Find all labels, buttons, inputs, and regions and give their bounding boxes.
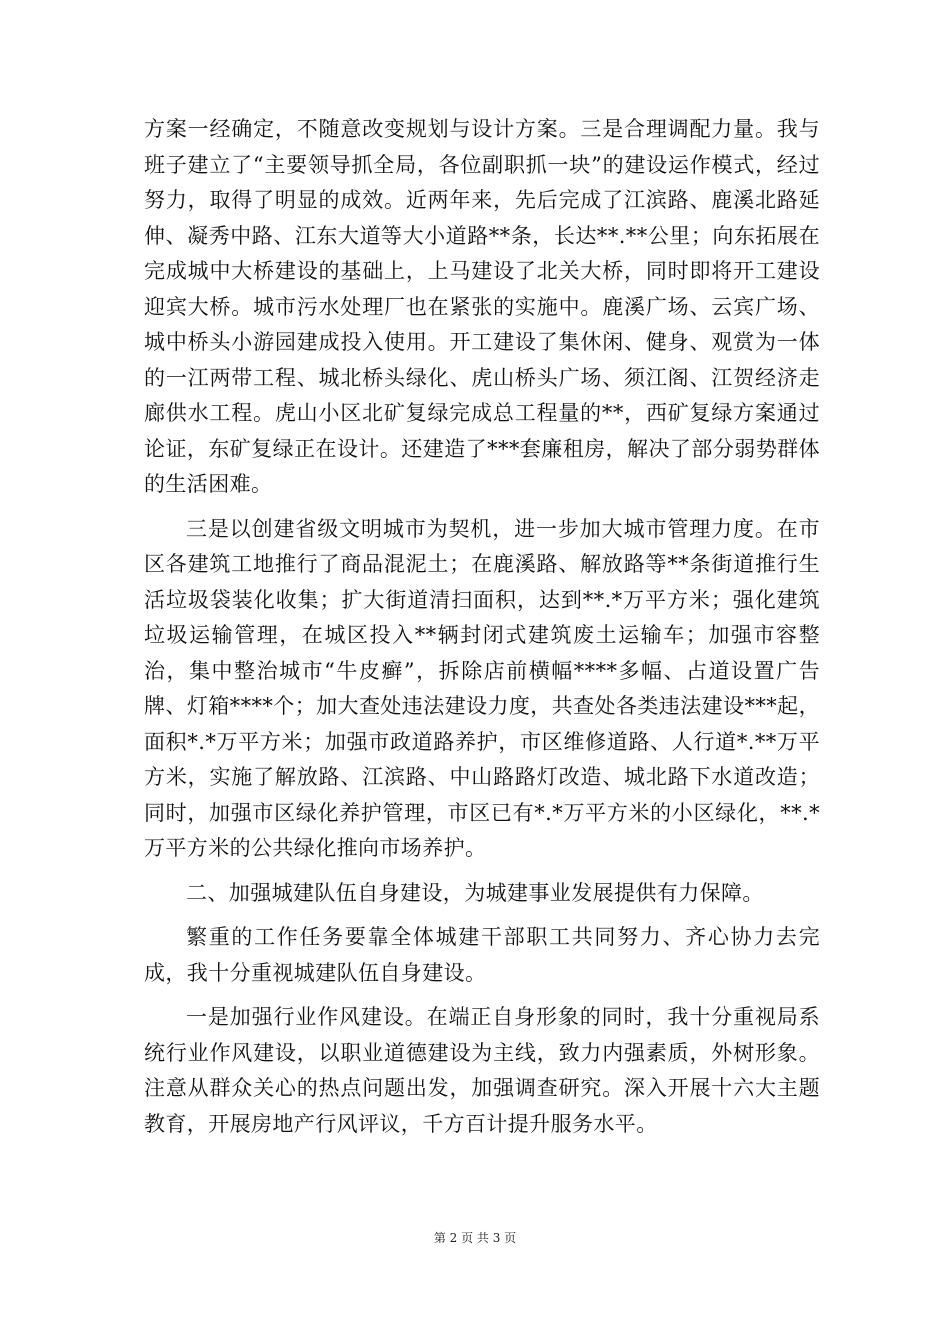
page-number-footer: 第 2 页 共 3 页 (433, 1231, 517, 1245)
section-heading: 二、加强城建队伍自身建设，为城建事业发展提供有力保障。 (186, 880, 764, 905)
document-body (144, 112, 820, 1142)
paragraph-4: 一是加强行业作风建设。在端正自身形象的同时，我十分重视局系统行业作风建设，以职业道德建设为主线，致力内强素质，外树形象。注意从群众关心的热点问题出发，加强调查研究。深入开展十六大主题教育，开展房地产行风评议，千方百计提升服务水平。 (144, 1005, 820, 1136)
paragraph-3: 繁重的工作任务要靠全体城建干部职工共同努力、齐心协力去完成，我十分重视城建队伍自身建设。 (144, 925, 820, 985)
paragraph-2: 三是以创建省级文明城市为契机，进一步加大城市管理力度。在市区各建筑工地推行了商品混泥土；在鹿溪路、解放路等**条街道推行生活垃圾袋装化收集；扩大街道清扫面积，达到**.*万平方米；强化建筑垃圾运输管理，在城区投入**辆封闭式建筑废土运输车；加强市容整治，集中整治城市“牛皮癣”，拆除店前横幅****多幅、占道设置广告牌、灯箱****个；加大查处违法建设力度，共查处各类违法建设***起，面积*.*万平方米；加强市政道路养护，市区维修道路、人行道*.**万平方米，实施了解放路、江滨路、中山路路灯改造、城北路下水道改造；同时，加强市区绿化养护管理，市区已有*.*万平方米的小区绿化，**.*万平方米的公共绿化推向市场养护。 (144, 516, 820, 860)
paragraph-1: 方案一经确定，不随意改变规划与设计方案。三是合理调配力量。我与班子建立了“主要领导抓全局，各位副职抓一块”的建设运作模式，经过努力，取得了明显的成效。近两年来，先后完成了江滨路、鹿溪北路延伸、凝秀中路、江东大道等大小道路**条，长达**.**公里；向东拓展在完成城中大桥建设的基础上，上马建设了北关大桥，同时即将开工建设迎宾大桥。城市污水处理厂也在紧张的实施中。鹿溪广场、云宾广场、城中桥头小游园建成投入使用。开工建设了集休闲、健身、观赏为一体的一江两带工程、城北桥头绿化、虎山桥头广场、须江阁、江贺经济走廊供水工程。虎山小区北矿复绿完成总工程量的**，西矿复绿方案通过论证，东矿复绿正在设计。还建造了***套廉租房，解决了部分弱势群体的生活困难。 (144, 117, 820, 496)
